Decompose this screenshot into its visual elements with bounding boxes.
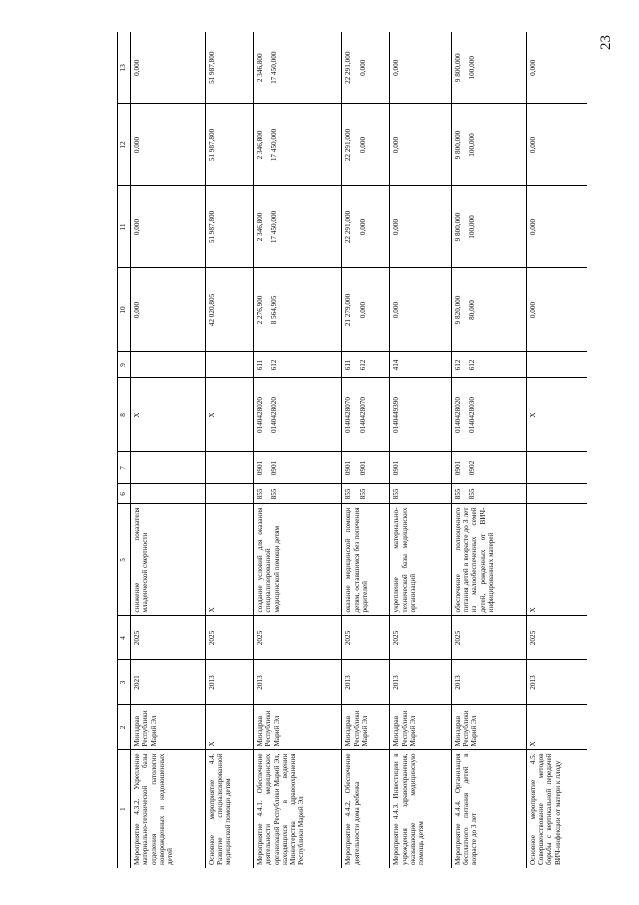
cell-line: 0,000	[133, 301, 141, 319]
expenses-year2-cell	[342, 186, 390, 268]
cell-line: 2 346,800	[256, 53, 264, 83]
cell-line: 414	[392, 359, 401, 371]
cell-line	[208, 456, 216, 481]
end-year-cell: 2025	[342, 616, 390, 660]
cell-line: 0,000	[528, 301, 537, 319]
cell-line	[133, 356, 141, 375]
column-header: 13	[118, 32, 131, 104]
csr-cell	[342, 378, 390, 452]
column-header: 1	[118, 750, 131, 868]
expenses-year1-cell	[390, 268, 452, 352]
cell-line: 855	[344, 488, 353, 500]
cell-line: 612	[270, 359, 279, 371]
expenses-year3-cell	[131, 104, 206, 186]
column-header: 10	[118, 268, 131, 352]
executor-cell: Минздрав Республики Марий Эл	[451, 705, 526, 750]
cell-line: 100,000	[468, 56, 477, 80]
cell-line: 9 800,000	[453, 130, 462, 160]
grbs-cell	[390, 484, 452, 504]
executor-cell: Минздрав Республики Марий Эл	[254, 705, 342, 750]
cell-line	[133, 456, 141, 481]
vr-cell	[451, 352, 526, 378]
rzpr-cell	[451, 452, 526, 484]
end-year-cell: 2025	[254, 616, 342, 660]
expenses-year3-cell	[342, 104, 390, 186]
end-year-cell: 2025	[390, 616, 452, 660]
cell-line: 22 291,000	[344, 210, 353, 244]
column-header: 5	[118, 504, 131, 616]
cell-line: 2 346,800	[256, 212, 264, 242]
vr-cell	[131, 352, 206, 378]
cell-line: 22 291,000	[344, 51, 353, 84]
rotated-table-container	[117, 32, 587, 868]
expenses-year2-cell	[390, 186, 452, 268]
cell-line: 8 564,905	[270, 295, 279, 325]
executor-cell: X	[205, 705, 253, 750]
column-header: 4	[118, 616, 131, 660]
expenses-year2-cell	[451, 186, 526, 268]
cell-line	[529, 356, 537, 375]
expenses-year3-cell	[451, 104, 526, 186]
cell-line: 0,000	[133, 136, 141, 154]
cell-line: 22 291,000	[344, 128, 353, 162]
vr-cell	[342, 352, 390, 378]
cell-line: 21 279,000	[344, 293, 353, 327]
cell-line: 0,000	[392, 218, 401, 236]
cell-line	[529, 488, 537, 501]
cell-line: 0,000	[133, 59, 141, 76]
cell-line: 612	[453, 359, 462, 371]
expenses-year3-cell	[254, 104, 342, 186]
table-row	[205, 32, 253, 868]
cell-line: 612	[358, 359, 367, 371]
cell-line: 17 450,000	[270, 51, 279, 84]
expenses-year1-cell	[131, 268, 206, 352]
end-year-cell: 2025	[451, 616, 526, 660]
expenses-year1-cell	[254, 268, 342, 352]
expenses-year4-cell	[254, 32, 342, 104]
program-activities-table	[117, 32, 587, 868]
csr-cell	[526, 378, 587, 452]
cell-line: 855	[392, 488, 401, 500]
table-row	[254, 32, 342, 868]
cell-line: 855	[468, 488, 477, 500]
cell-line: 855	[358, 488, 367, 500]
executor-cell: Минздрав Республики Марий Эл	[390, 705, 452, 750]
activity-name-cell: Мероприятие 4.4.1. Обеспечение деятельности медицинских организаций Республики Марий Эл, находящихся в ведении Министерства здравоохранения Республики Марий Эл	[256, 753, 306, 865]
cell-line: 17 450,000	[270, 128, 279, 162]
csr-cell	[205, 378, 253, 452]
column-header: 7	[118, 452, 131, 484]
vr-cell	[205, 352, 253, 378]
expenses-year3-cell	[526, 104, 587, 186]
activity-name-cell: Основное мероприятие 4.5. Совершенствование методов борьбы с вертикальной передачей ВИЧ-инфекции от матери к плоду	[528, 753, 562, 865]
cell-line	[208, 356, 216, 375]
cell-line: 0,000	[358, 218, 367, 236]
cell-line: 0,000	[358, 59, 367, 76]
expenses-year1-cell	[526, 268, 587, 352]
cell-line: 100,000	[468, 133, 477, 157]
vr-cell	[390, 352, 452, 378]
cell-line: 855	[270, 488, 279, 500]
end-year-cell: 2025	[205, 616, 253, 660]
cell-line: 9 800,000	[453, 53, 462, 83]
expenses-year4-cell	[131, 32, 206, 104]
end-year-cell: 2025	[131, 616, 206, 660]
cell-line	[529, 456, 537, 481]
cell-line: 0,000	[358, 136, 367, 154]
cell-line: 0140428020	[453, 397, 462, 433]
cell-line: 0140428030	[468, 397, 477, 433]
indicator-cell: снижение показателя младенческой смертности	[131, 504, 206, 616]
cell-line: 0901	[344, 460, 353, 476]
column-header: 9	[118, 352, 131, 378]
cell-line: 0140428020	[256, 397, 264, 433]
indicator-cell: укрепление материально-технической базы медицинских организаций	[390, 504, 452, 616]
cell-line: 9 800,000	[453, 212, 462, 242]
column-header: 11	[118, 186, 131, 268]
cell-line: 9 820,000	[453, 295, 462, 325]
indicator-cell: обеспечение полноценного питания детей в возрасте до 3 лет из малообеспеченных семей детей, рожденных от ВИЧ-инфицированных матерей	[451, 504, 526, 616]
rzpr-cell	[205, 452, 253, 484]
table-body	[131, 32, 588, 868]
start-year-cell: 2013	[205, 660, 253, 705]
end-year-cell: 2025	[526, 616, 587, 660]
vr-cell	[526, 352, 587, 378]
indicator-cell: создание условий для оказания специализированной медицинской помощи детям	[254, 504, 342, 616]
grbs-cell	[526, 484, 587, 504]
expenses-year1-cell	[342, 268, 390, 352]
rzpr-cell	[342, 452, 390, 484]
cell-line: 0,000	[528, 136, 537, 154]
indicator-cell: X	[526, 504, 587, 616]
activity-name-cell: Мероприятие 4.4.4. Организация бесплатного питания детей в возрасте до 3 лет	[453, 753, 479, 865]
rzpr-cell	[254, 452, 342, 484]
start-year-cell: 2013	[390, 660, 452, 705]
start-year-cell: 2013	[526, 660, 587, 705]
cell-line: 80,000	[468, 300, 477, 320]
rzpr-cell	[390, 452, 452, 484]
csr-cell	[131, 378, 206, 452]
expenses-year2-cell	[205, 186, 253, 268]
cell-line: 17 450,000	[270, 210, 279, 244]
column-header: 2	[118, 705, 131, 750]
cell-line: 0,000	[358, 301, 367, 319]
cell-line: 2 276,900	[256, 295, 264, 325]
cell-line: 0901	[453, 460, 462, 476]
cell-line: 0140428020	[270, 397, 279, 433]
cell-line: 42 020,805	[207, 293, 216, 327]
grbs-cell	[451, 484, 526, 504]
cell-line: 0,000	[528, 59, 537, 76]
cell-line: 0,000	[392, 301, 401, 319]
executor-cell: Минздрав Республики Марий Эл	[131, 705, 206, 750]
column-header: 12	[118, 104, 131, 186]
start-year-cell: 2013	[342, 660, 390, 705]
cell-line: 51 987,800	[207, 210, 216, 244]
expenses-year1-cell	[451, 268, 526, 352]
cell-line: 612	[468, 359, 477, 371]
start-year-cell: 2021	[131, 660, 206, 705]
cell-line	[133, 488, 141, 501]
expenses-year2-cell	[254, 186, 342, 268]
csr-cell	[390, 378, 452, 452]
column-header: 6	[118, 484, 131, 504]
expenses-year4-cell	[342, 32, 390, 104]
expenses-year1-cell	[205, 268, 253, 352]
table-row	[526, 32, 587, 868]
expenses-year3-cell	[205, 104, 253, 186]
expenses-year3-cell	[390, 104, 452, 186]
cell-line: 0140428070	[344, 397, 353, 433]
cell-line: 0,000	[392, 136, 401, 154]
cell-line: 51 987,800	[207, 51, 216, 84]
table-row	[390, 32, 452, 868]
cell-line: 0140449390	[392, 397, 401, 433]
grbs-cell	[131, 484, 206, 504]
expenses-year4-cell	[205, 32, 253, 104]
cell-line: 0901	[256, 460, 264, 476]
cell-line: 0,000	[133, 218, 141, 236]
expenses-year2-cell	[131, 186, 206, 268]
cell-line: X	[528, 412, 537, 418]
table-row	[451, 32, 526, 868]
cell-line: 0140428070	[358, 397, 367, 433]
executor-cell: X	[526, 705, 587, 750]
cell-line: 51 987,800	[207, 128, 216, 162]
activity-name-cell: Основное мероприятие 4.4. Развитие специализированной медицинской помощи детям	[207, 753, 233, 865]
column-header: 8	[118, 378, 131, 452]
csr-cell	[254, 378, 342, 452]
cell-line: 100,000	[468, 215, 477, 239]
grbs-cell	[205, 484, 253, 504]
cell-line: 0902	[468, 460, 477, 476]
activity-name-cell: Мероприятие 4.4.2. Обеспечение деятельности дома ребенка	[344, 753, 361, 865]
table-row	[342, 32, 390, 868]
cell-line: 2 346,800	[256, 130, 264, 160]
cell-line: 855	[256, 488, 264, 500]
start-year-cell: 2013	[451, 660, 526, 705]
csr-cell	[451, 378, 526, 452]
indicator-cell: X	[205, 504, 253, 616]
cell-line: 0,000	[392, 59, 401, 76]
activity-name-cell: Мероприятие 4.3.2. Укрепление материально-технической базы отделения патологии новорожденных и недоношенных детей	[133, 753, 175, 865]
grbs-cell	[254, 484, 342, 504]
cell-line: X	[133, 412, 141, 418]
grbs-cell	[342, 484, 390, 504]
cell-line	[208, 488, 216, 501]
expenses-year2-cell	[526, 186, 587, 268]
expenses-year4-cell	[451, 32, 526, 104]
executor-cell: Минздрав Республики Марий Эл	[342, 705, 390, 750]
cell-line: 0,000	[528, 218, 537, 236]
cell-line: 611	[256, 359, 264, 371]
cell-line: 611	[344, 359, 353, 371]
page-number: 23	[598, 35, 614, 50]
cell-line: X	[207, 412, 216, 418]
expenses-year4-cell	[390, 32, 452, 104]
rzpr-cell	[131, 452, 206, 484]
vr-cell	[254, 352, 342, 378]
start-year-cell: 2013	[254, 660, 342, 705]
column-header: 3	[118, 660, 131, 705]
cell-line: 0901	[358, 460, 367, 476]
expenses-year4-cell	[526, 32, 587, 104]
column-number-row	[118, 32, 131, 868]
cell-line: 0901	[392, 460, 401, 476]
cell-line: 855	[453, 488, 462, 500]
table-row	[131, 32, 206, 868]
rzpr-cell	[526, 452, 587, 484]
activity-name-cell: Мероприятие 4.4.3. Инвестиции в учреждения здравоохранения, оказывающие медицинскую помощь детям	[392, 753, 426, 865]
cell-line: 0901	[270, 460, 279, 476]
indicator-cell: оказание медицинской помощи детям, оставшимся без попечения родителей	[342, 504, 390, 616]
